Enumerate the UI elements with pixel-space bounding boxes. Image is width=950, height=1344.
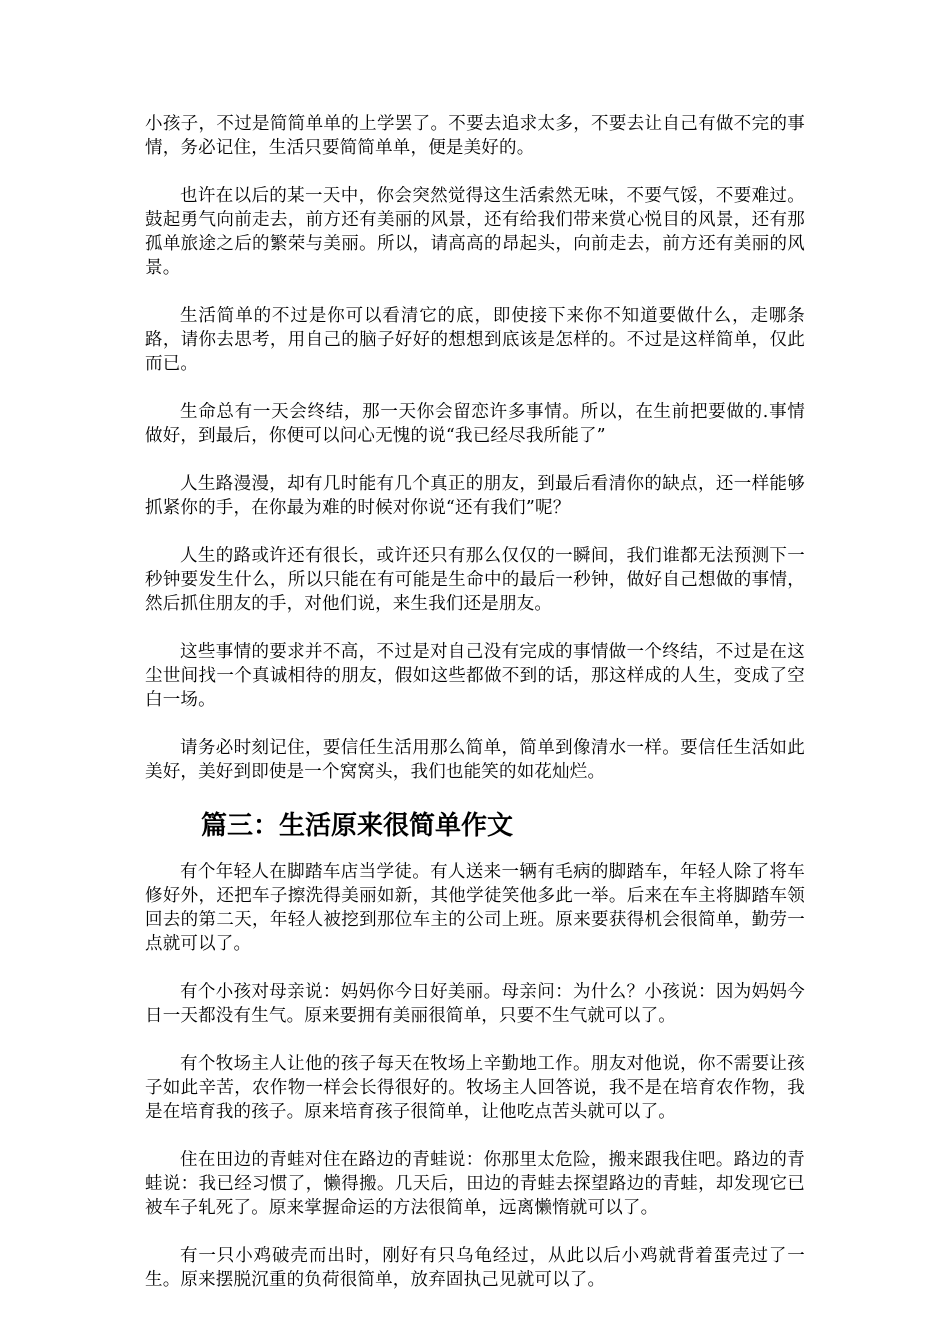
section-heading: 篇三：生活原来很简单作文 [201, 811, 514, 841]
paragraph: 有个小孩对母亲说：妈妈你今日好美丽。母亲问：为什么？小孩说：因为妈妈今日一天都没有生气。原来要拥有美丽很简单，只要不生气就可以了。 [145, 982, 805, 1026]
paragraph: 有个年轻人在脚踏车店当学徒。有人送来一辆有毛病的脚踏车，年轻人除了将车修好外，还把车子擦洗得美丽如新，其他学徒笑他多此一举。后来在车主将脚踏车领回去的第二天，年轻人被挖到那位车主的公司上班。原来要获得机会很简单，勤劳一点就可以了。 [145, 862, 805, 954]
paragraph: 小孩子，不过是简简单单的上学罢了。不要去追求太多，不要去让自己有做不完的事情，务必记住，生活只要简简单单，便是美好的。 [145, 114, 805, 158]
paragraph: 这些事情的要求并不高，不过是对自己没有完成的事情做一个终结，不过是在这尘世间找一个真诚相待的朋友，假如这些都做不到的话，那这样成的人生，变成了空白一场。 [145, 642, 805, 710]
paragraph: 也许在以后的某一天中，你会突然觉得这生活索然无味，不要气馁，不要难过。鼓起勇气向前走去，前方还有美丽的风景，还有给我们带来赏心悦目的风景，还有那孤单旅途之后的繁荣与美丽。所以，请高高的昂起头，向前走去，前方还有美丽的风景。 [145, 186, 805, 278]
paragraph: 有个牧场主人让他的孩子每天在牧场上辛勤地工作。朋友对他说，你不需要让孩子如此辛苦，农作物一样会长得很好的。牧场主人回答说，我不是在培育农作物，我是在培育我的孩子。原来培育孩子很简单，让他吃点苦头就可以了。 [145, 1054, 805, 1122]
paragraph: 人生的路或许还有很长，或许还只有那么仅仅的一瞬间，我们谁都无法预测下一秒钟要发生什么，所以只能在有可能是生命中的最后一秒钟，做好自己想做的事情，然后抓住朋友的手，对他们说，来生我们还是朋友。 [145, 546, 805, 614]
paragraph: 生活简单的不过是你可以看清它的底，即使接下来你不知道要做什么，走哪条路，请你去思考，用自己的脑子好好的想想到底该是怎样的。不过是这样简单，仅此而已。 [145, 306, 805, 374]
paragraph: 生命总有一天会终结，那一天你会留恋许多事情。所以，在生前把要做的.事情做好，到最后，你便可以问心无愧的说“我已经尽我所能了” [145, 402, 805, 446]
document-page [145, 112, 805, 1316]
paragraph: 住在田边的青蛙对住在路边的青蛙说：你那里太危险，搬来跟我住吧。路边的青蛙说：我已经习惯了，懒得搬。几天后，田边的青蛙去探望路边的青蛙，却发现它已被车子轧死了。原来掌握命运的方法很简单，远离懒惰就可以了。 [145, 1150, 805, 1218]
paragraph: 有一只小鸡破壳而出时，刚好有只乌龟经过，从此以后小鸡就背着蛋壳过了一生。原来摆脱沉重的负荷很简单，放弃固执己见就可以了。 [145, 1246, 805, 1290]
paragraph: 请务必时刻记住，要信任生活用那么简单，简单到像清水一样。要信任生活如此美好，美好到即使是一个窝窝头，我们也能笑的如花灿烂。 [145, 738, 805, 782]
paragraph: 人生路漫漫，却有几时能有几个真正的朋友，到最后看清你的缺点，还一样能够抓紧你的手，在你最为难的时候对你说“还有我们”呢？ [145, 474, 805, 518]
